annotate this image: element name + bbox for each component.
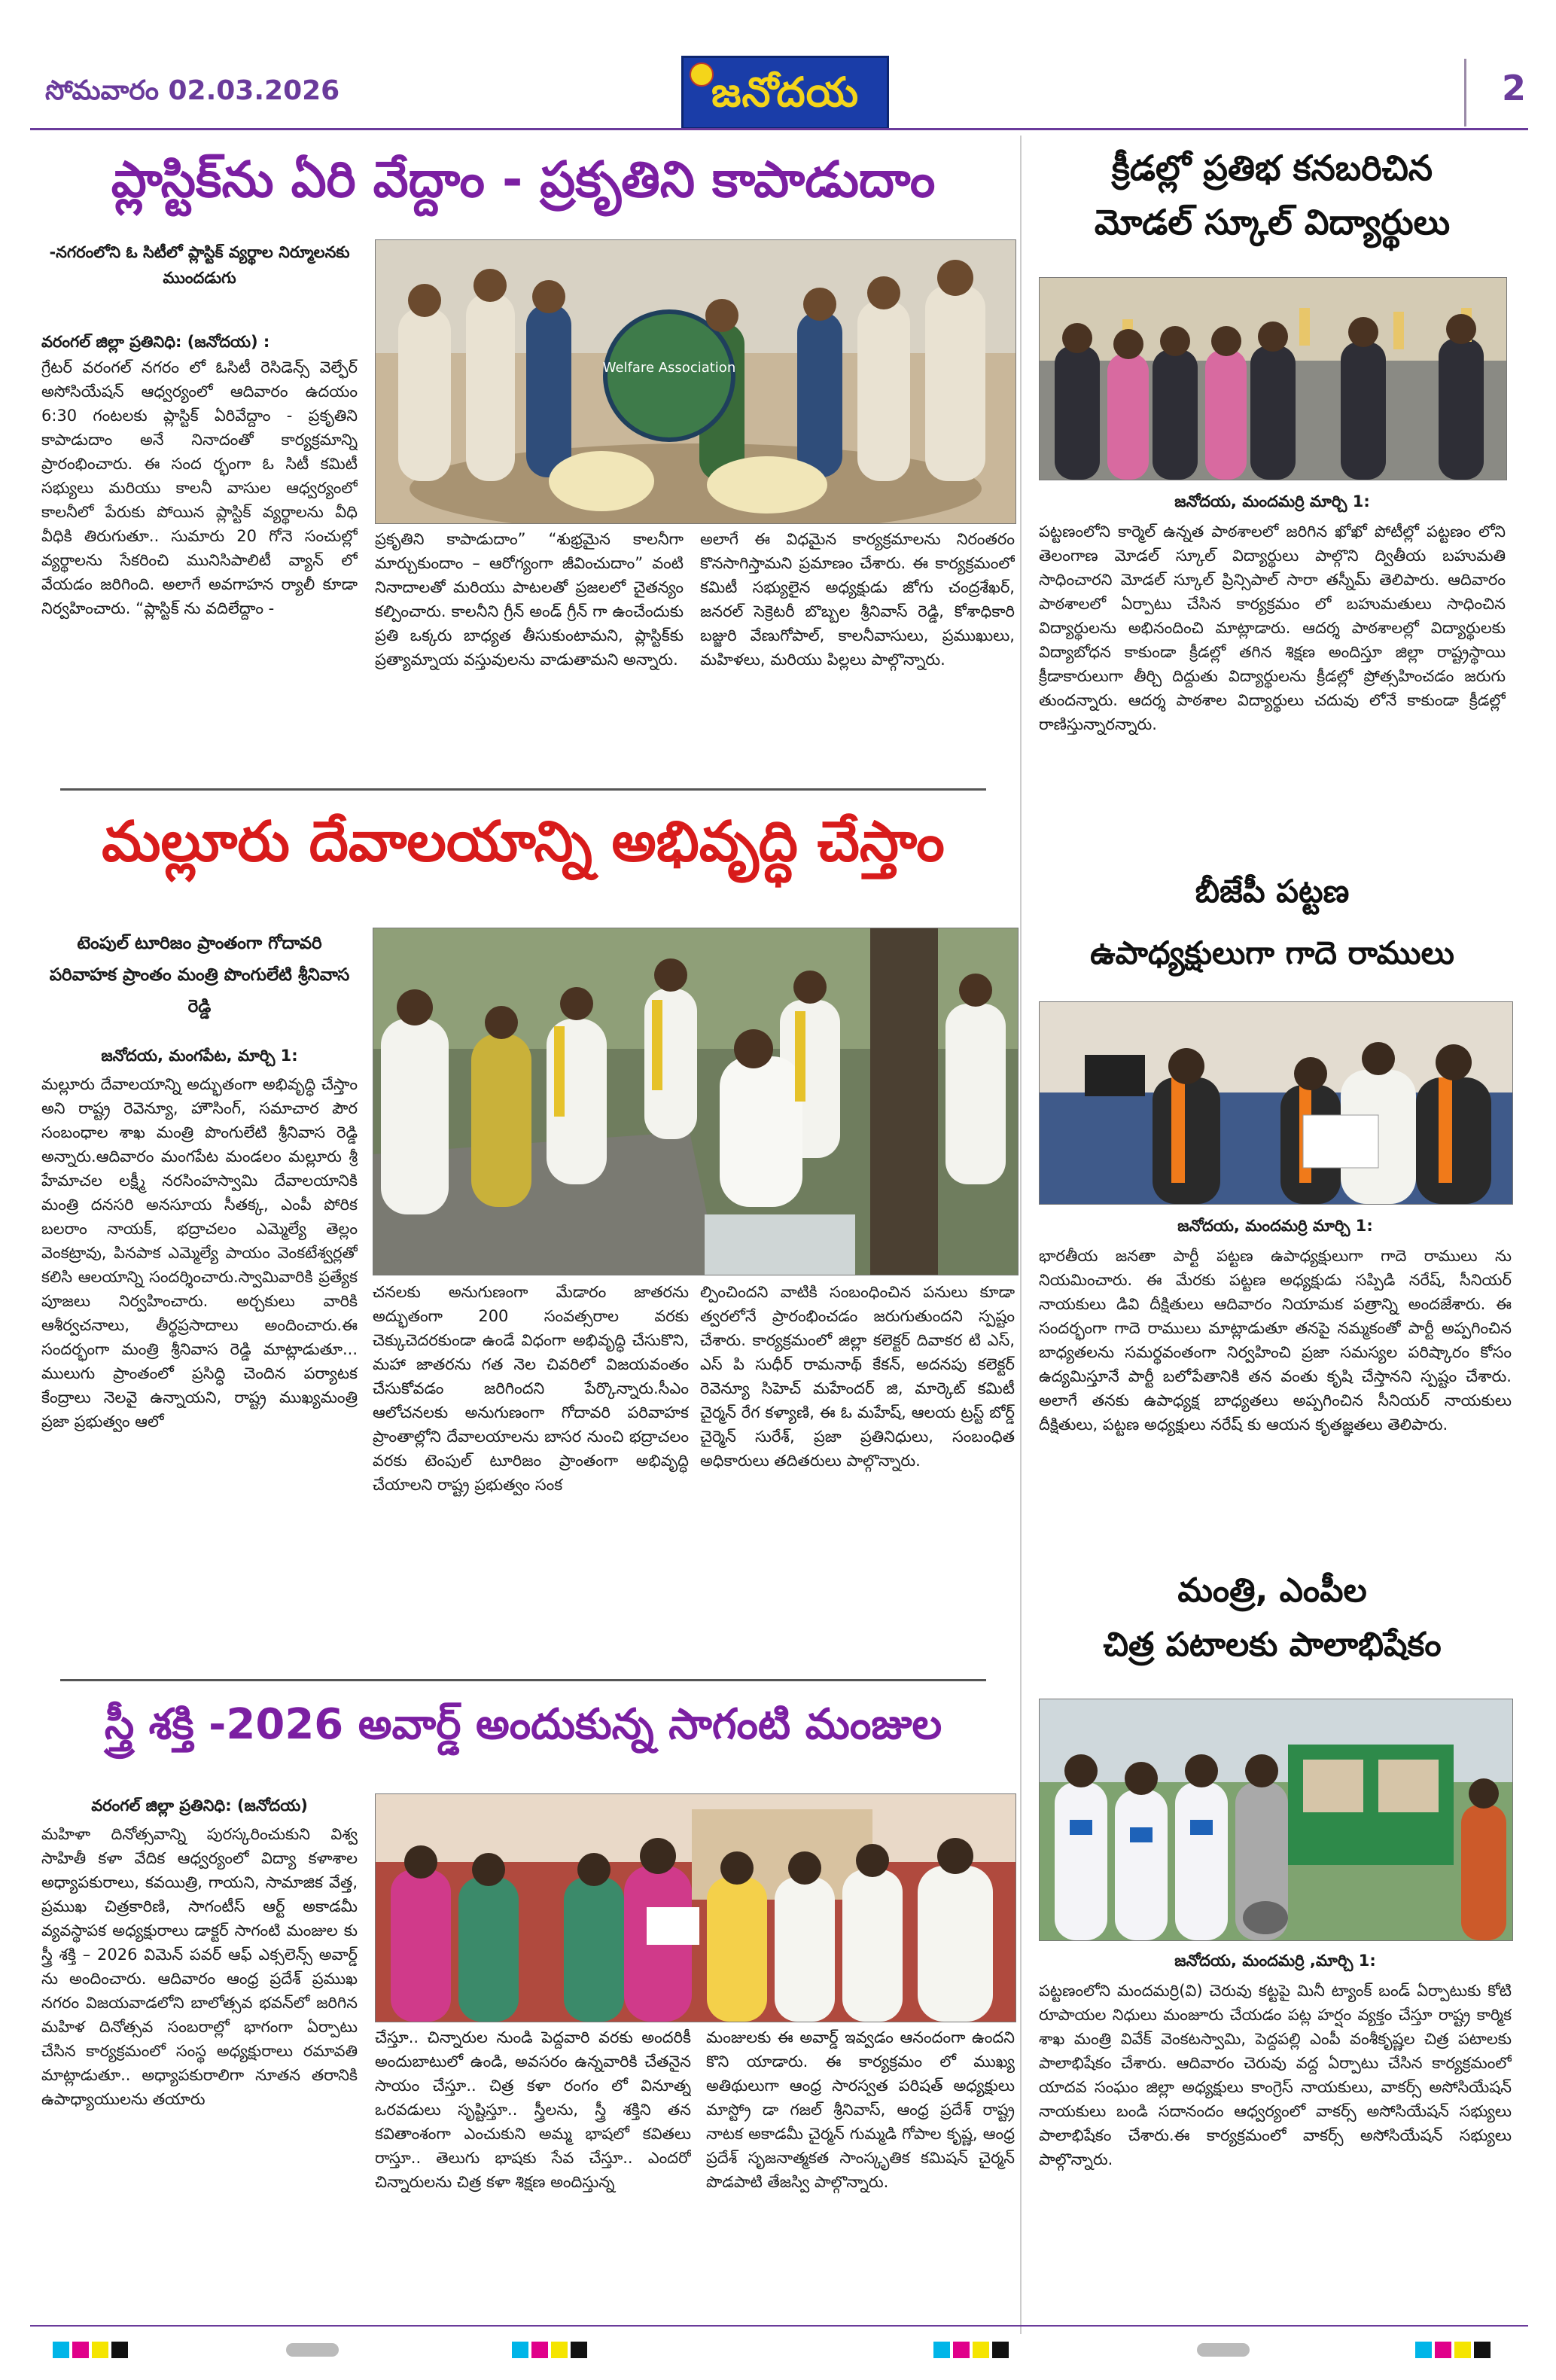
page-number: 2 bbox=[1501, 68, 1526, 108]
side3-body: పట్టణంలోని మందమర్రి(వి) చెరువు కట్టపై మినీ ట్యాంక్ బండ్ ఏర్పాటుకు కోటి రూపాయల నిధులు మంజూరు చేయడం పట్ల హర్షం వ్యక్తం చేస్తూ రాష్ట్ర కార్మిక శాఖ మంత్రి వివేక్ వెంకటస్వామి, పెద్దపల్లి ఎంపీ వంశీకృష్ణల చిత్ర పటాలకు పాలాభిషేకం చేశారు. ఆదివారం చెరువు వద్ద ఏర్పాటు చేసిన కార్యక్రమంలో యాదవ సంఘం జిల్లా అధ్యక్షులు కాంగ్రెస్ నాయకులు, వాకర్స్ అసోసియేషన్ నాయకులు బండి సదానందం ఆధ్వర్యంలో వాకర్స్ అసోసియేషన్ సభ్యులు పాలాభిషేకం చేశారు.ఈ కార్యక్రమంలో వాకర్స్ అసోసియేషన్ సభ్యులు పాల్గొన్నారు. bbox=[1039, 1982, 1512, 2168]
side2-photo bbox=[1039, 1001, 1513, 1205]
plastic-drive-photo bbox=[376, 240, 1016, 523]
side1-photo bbox=[1039, 277, 1507, 480]
header-rule bbox=[30, 128, 1528, 130]
side2-headline-line2: ఉపాధ్యక్షులుగా గాదె రాములు bbox=[1090, 934, 1454, 971]
header-divider bbox=[1464, 59, 1466, 126]
story1-column-2: ప్రకృతిని కాపాడుదాం” “శుభ్రమైన కాలనీగా మార్చుకుందాం – ఆరోగ్యంగా జీవించుదాం” వంటి నినాదాలతో మరియు పాటలతో ప్రజలలో చైతన్యం కల్పించారు. కాలనీని గ్రీన్ అండ్ గ్రీన్ గా ఉంచేందుకు ప్రతి ఒక్కరు బాధ్యత తీసుకుంటామని, ప్లాస్టిక్‌కు ప్రత్యామ్నాయ వస్తువులను వాడుతామని అన్నారు. bbox=[375, 530, 684, 669]
story1-photo bbox=[375, 239, 1016, 524]
story2-photo bbox=[373, 928, 1019, 1275]
story1-column-3: అలాగే ఈ విధమైన కార్యక్రమాలను నిరంతరం కొనసాగిస్తామని ప్రమాణం చేశారు. ఈ కార్యక్రమంలో కమిటీ సభ్యులైన అధ్యక్షుడు జోగు చంద్రశేఖర్, జనరల్ సెక్రెటరీ బొబ్బల శ్రీనివాస్ రెడ్డి, కోశాధికారి బజ్జురి వేణుగోపాల్, కాలనీవాసులు, ప్రముఖులు, మహిళలు, మరియు పిల్లలు పాల్గొన్నారు. bbox=[700, 530, 1015, 669]
story2-dateline: జనోదయ, మంగపేట, మార్చి 1: bbox=[101, 1047, 298, 1065]
section-rule-1 bbox=[60, 788, 986, 791]
story3-dateline: వరంగల్ జిల్లా ప్రతినిధి: (జనోదయ) bbox=[91, 1796, 308, 1815]
issue-date: సోమవారం 02.03.2026 bbox=[45, 75, 340, 106]
side3-photo bbox=[1039, 1699, 1513, 1941]
side1-dateline: జనోదయ, మందమర్రి మార్చి 1: bbox=[1174, 492, 1370, 510]
column-separator bbox=[1020, 136, 1022, 2334]
print-registration-marks bbox=[30, 2334, 1528, 2364]
side3-dateline: జనోదయ, మందమర్రి ,మార్చి 1: bbox=[1174, 1952, 1376, 1970]
story3-photo bbox=[375, 1793, 1016, 2022]
story3-column-3: మంజులకు ఈ అవార్డ్ ఇవ్వడం ఆనందంగా ఉందని కొని యాడారు. ఈ కార్యక్రమం లో ముఖ్య అతిథులుగా ఆంధ్ర సారస్వత పరిషత్ అధ్యక్షులు మాస్ట్రో డా గజల్ శ్రీనివాస్, ఆంధ్ర ప్రదేశ్ రాష్ట్ర నాటక అకాడమీ చైర్మన్ గుమ్మడి గోపాల కృష్ణ, ఆంధ్ర ప్రదేశ్ సృజనాత్మకత సాంస్కృతిక కమిషన్ చైర్మన్ పొడపాటి తేజస్వి పాల్గొన్నారు. bbox=[706, 2028, 1015, 2191]
story3-headline: స్త్రీ శక్తి -2026 అవార్డ్ అందుకున్న సాగంటి మంజుల bbox=[104, 1700, 942, 1749]
story2-column-1: మల్లూరు దేవాలయాన్ని అద్భుతంగా అభివృద్ధి చేస్తాం అని రాష్ట్ర రెవెన్యూ, హౌసింగ్, సమాచార పౌర సంబంధాల శాఖ మంత్రి పొంగులేటి శ్రీనివాస రెడ్డి అన్నారు.ఆదివారం మంగపేట మండలం మల్లూరు శ్రీ హేమాచల లక్ష్మీ నరసింహస్వామి దేవాలయానికి మంత్రి దనసరి అనసూయ సీతక్క, ఎంపీ పోరిక బలరాం నాయక్, భద్రాచలం ఎమ్మెల్యే తెల్లం వెంకట్రావు, పినపాక ఎమ్మెల్యే పాయం వెంకటేశ్వర్లతో కలిసి ఆలయాన్ని సందర్శించారు.స్వామివారికి ప్రత్యేక పూజలు నిర్వహించారు. అర్చకులు వారికి ఆశీర్వచనాలు, తీర్థప్రసాదాలు అందించారు.ఈ సందర్భంగా మంత్రి శ్రీనివాస రెడ్డి మాట్లాడుతూ... ములుగు ప్రాంతంలో ప్రసిద్ధి చెందిన పర్యాటక కేంద్రాలు నెలవై ఉన్నాయని, రాష్ట్ర ముఖ్యమంత్రి ప్రజా ప్రభుత్వం ఆలో bbox=[41, 1075, 358, 1431]
students-trophies-photo bbox=[1040, 278, 1506, 480]
side2-dateline: జనోదయ, మందమర్రి మార్చి 1: bbox=[1177, 1217, 1373, 1235]
side1-headline-line2: మోడల్ స్కూల్ విద్యార్థులు bbox=[1094, 202, 1451, 242]
side2-body: భారతీయ జనతా పార్టీ పట్టణ ఉపాధ్యక్షులుగా గాదె రాములు ను నియమించారు. ఈ మేరకు పట్టణ అధ్యక్షుడు సప్పిడి నరేష్, సీనియర్ నాయకులు డివి దీక్షితులు ఆదివారం నియామక పత్రాన్ని అందజేశారు. ఈ సందర్భంగా గాదె రాములు మాట్లాడుతూ తనపై నమ్మకంతో పార్టీ అప్పగించిన బాధ్యతలను సమర్థవంతంగా నిర్వహించి ప్రజా సమస్యల పరిష్కారం కోసం ఉద్యమిస్తూనే పార్టీ బలోపేతానికి తన వంతు కృషి చేస్తానని స్పష్టం చేశారు. అలాగే తనకు ఉపాధ్యక్ష బాధ్యతలు అప్పగించిన సీనియర్ నాయకులు దీక్షితులు, పట్టణ అధ్యక్షులు నరేష్ కు ఆయన కృతజ్ఞతలు తెలిపారు. bbox=[1039, 1247, 1512, 1434]
masthead-title: జనోదయ bbox=[711, 69, 860, 116]
section-rule-2 bbox=[60, 1679, 986, 1681]
appointment-photo bbox=[1040, 1002, 1512, 1204]
masthead bbox=[681, 56, 889, 130]
story1-column-1: గ్రేటర్ వరంగల్ నగరం లో ఓసిటీ రెసిడెన్స్ వెల్ఫేర్ అసోసియేషన్ ఆధ్వర్యంలో ఆదివారం ఉదయం 6:30 గంటలకు ప్లాస్టిక్ ఏరివేద్దాం - ప్రకృతిని కాపాడుదాం అనే నినాదంతో కార్యక్రమాన్ని ప్రారంభించారు. ఈ సంద ర్భంగా ఓ సిటీ కమిటీ సభ్యులు మరియు కాలనీ వాసుల ఆధ్వర్యంలో కాలనీలో పేరుకు పోయిన ప్లాస్టిక్ వ్యర్థాలను వీధి వీధికి తిరుగుతూ.. సుమారు 20 గోనె సంచుల్లో వ్యర్థాలను సేకరించి మునిసిపాలిటీ వ్యాన్ లో వేయడం జరిగింది. అలాగే అవగాహన ర్యాలీ కూడా నిర్వహించారు. “ప్లాస్టిక్ ను వదిలేద్దాం - bbox=[41, 358, 358, 617]
temple-visit-photo bbox=[373, 928, 1018, 1275]
story2-headline: మల్లూరు దేవాలయాన్ని అభివృద్ధి చేస్తాం bbox=[102, 809, 945, 874]
side2-headline-line1: బీజేపీ పట్టణ bbox=[1195, 873, 1350, 910]
story1-headline: ప్లాస్టిక్‌ను ఏరి వేద్దాం - ప్రకృతిని కాపాడుదాం bbox=[111, 151, 936, 209]
story3-column-1: మహిళా దినోత్సవాన్ని పురస్కరించుకుని విశ్వ సాహితీ కళా వేదిక ఆధ్వర్యంలో విద్యా కళాశాల అధ్యాపకురాలు, కవయిత్రి, గాయని, సామాజిక వేత్త, ప్రముఖ చిత్రకారిణి, సాగంటీస్ ఆర్ట్ అకాడమీ వ్యవస్థాపక అధ్యక్షురాలు డాక్టర్ సాగంటి మంజుల కు స్త్రీ శక్తి – 2026 విమెన్ పవర్ ఆఫ్ ఎక్సలెన్స్ అవార్డ్ ను అందించారు. ఆదివారం ఆంధ్ర ప్రదేశ్ ప్రముఖ నగరం విజయవాడలోని బాలోత్సవ భవన్‌లో జరిగిన మహిళ దినోత్సవ సంబరాల్లో భాగంగా ఏర్పాటు చేసిన కార్యక్రమంలో సంస్థ అధ్యక్షురాలు రమావతి మాట్లాడుతూ.. అధ్యాపకురాలిగా నూతన తరానికి ఉపాధ్యాయులను తయారు bbox=[41, 1825, 358, 2108]
story2-subhead: టెంపుల్ టూరిజం ప్రాంతంగా గోదావరి పరివాహక ప్రాంతం మంత్రి పొంగులేటి శ్రీనివాస రెడ్డి bbox=[49, 934, 350, 1016]
side3-headline-line1: మంత్రి, ఎంపీల bbox=[1177, 1571, 1367, 1610]
story1-subhead: -నగరంలోని ఓ సిటీలో ప్లాస్టిక్ వ్యర్థాల నిర్మూలనకు ముందడుగు bbox=[49, 243, 350, 287]
award-ceremony-photo bbox=[376, 1794, 1016, 2022]
story1-dateline: వరంగల్ జిల్లా ప్రతినిధి: (జనోదయ) : bbox=[41, 333, 270, 351]
story2-column-3: ల్పించిందని వాటికి సంబంధించిన పనులు కూడా త్వరలోనే ప్రారంభించడం జరుగుతుందని స్పష్టం చేశారు. కార్యక్రమంలో జిల్లా కలెక్టర్ దివాకర టి ఎస్, ఎస్ పి సుధీర్ రామనాథ్ కేకన్, అదనపు కలెక్టర్ రెవెన్యూ సిహెచ్ మహేందర్ జి, మార్కెట్ కమిటీ చైర్మన్ రేగ కళ్యాణి, ఈ ఓ మహేష్, ఆలయ ట్రస్ట్ బోర్డ్ చైర్మెన్ సురేశ్, ప్రజా ప్రతినిధులు, సంబంధిత అధికారులు తదితరులు పాల్గొన్నారు. bbox=[700, 1283, 1015, 1470]
story3-column-2: చేస్తూ.. చిన్నారుల నుండి పెద్దవారి వరకు అందరికీ అందుబాటులో ఉండి, అవసరం ఉన్నవారికి చేతనైన సాయం చేస్తూ.. చిత్ర కళా రంగం లో వినూత్న ఒరవడులు సృష్టిస్తూ.. స్త్రీలను, స్త్రీ శక్తిని తన కవితాంశంగా ఎంచుకుని అమ్మ భాషలో కవితలు రాస్తూ.. తెలుగు భాషకు సేవ చేస్తూ.. ఎందరో చిన్నారులను చిత్ర కళా శిక్షణ అందిస్తున్న bbox=[375, 2028, 691, 2191]
banner-text: Welfare Association bbox=[602, 360, 736, 376]
milk-offering-photo bbox=[1040, 1699, 1512, 1940]
side1-headline-line1: క్రీడల్లో ప్రతిభ కనబరిచిన bbox=[1111, 148, 1433, 188]
story2-column-2: చనలకు అనుగుణంగా మేడారం జాతరను అద్భుతంగా 200 సంవత్సరాల వరకు చెక్కుచెదరకుండా ఉండే విధంగా అభివృద్ధి చేసుకొని, మహా జాతరను గత నెల చివరిలో విజయవంతం చేసుకోవడం జరిగిందని పేర్కొన్నారు.సీఎం ఆలోచనలకు అనుగుణంగా గోదావరి పరివాహక ప్రాంతాల్లోని దేవాలయాలను బాసర నుంచి భద్రాచలం వరకు టెంపుల్ టూరిజం ప్రాంతంగా అభివృద్ధి చేయాలని రాష్ట్ర ప్రభుత్వం సంక bbox=[373, 1283, 689, 1494]
side3-headline-line2: చిత్ర పటాలకు పాలాభిషేకం bbox=[1103, 1626, 1442, 1664]
footer-rule bbox=[30, 2325, 1528, 2327]
side1-body: పట్టణంలోని కార్మెల్ ఉన్నత పాఠశాలలో జరిగిన ఖోఖో పోటీల్లో పట్టణం లోని తెలంగాణ మోడల్ స్కూల్ విద్యార్థులు పాల్గొని ద్వితీయ బహుమతి సాధించారని మోడల్ స్కూల్ ప్రిన్సిపాల్ సారా తస్నీమ్ తెలిపారు. ఆదివారం పాఠశాలలో ఏర్పాటు చేసిన కార్యక్రమం లో బహుమతులు సాధించిన విద్యార్థులను అభినందించి మాట్లాడారు. ఆదర్శ పాఠశాలల్లో విద్యార్థులకు విద్యాబోధన కాకుండా క్రీడల్లో తగిన శిక్షణ అందిస్తూ జిల్లా రాష్ట్రస్థాయి క్రీడాకారులుగా తీర్చి దిద్దుతు విద్యార్థులను క్రీడల్లో ప్రోత్సహించడం జరుగు తుందన్నారు. ఆదర్శ పాఠశాల విద్యార్థులు చదువు లోనే కాకుండా క్రీడల్లో రాణిస్తున్నారన్నారు. bbox=[1039, 523, 1506, 733]
